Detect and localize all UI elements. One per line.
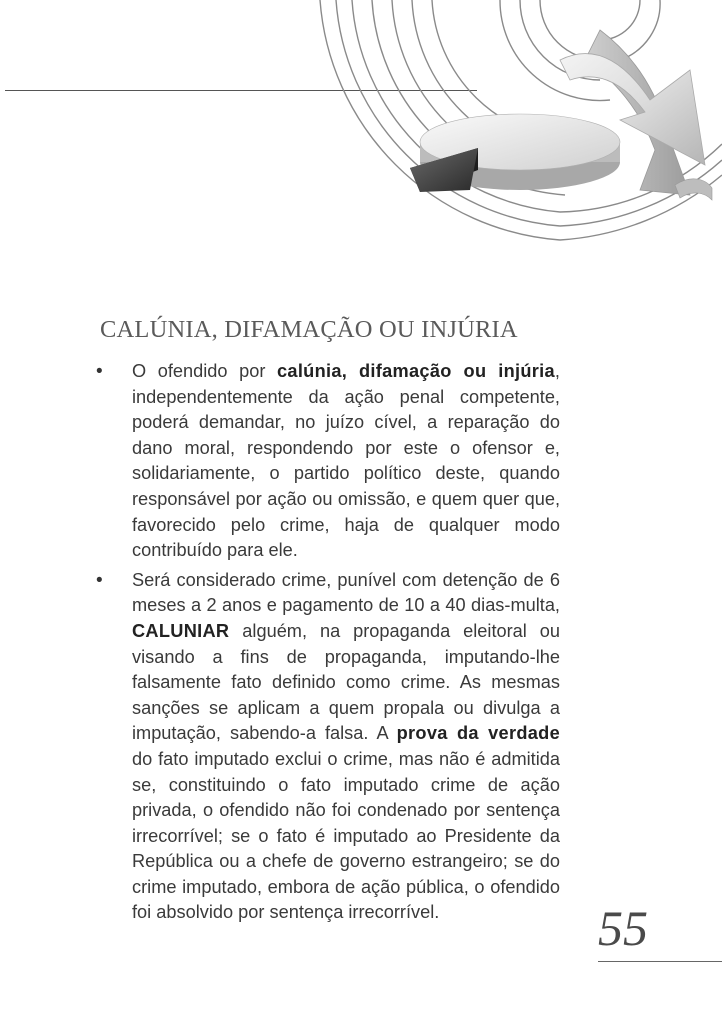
bullet-list (96, 359, 560, 930)
decorative-chart-arrow-graphic (290, 0, 722, 290)
bold-term: CALUNIAR (132, 620, 230, 641)
page-number: 55 (598, 900, 648, 956)
section-title: CALÚNIA, DIFAMAÇÃO OU INJÚRIA (100, 316, 518, 343)
pie-chart-graphic (410, 114, 620, 192)
list-item (96, 359, 560, 564)
bullet-marker: • (96, 361, 103, 382)
footer-rule (598, 961, 722, 962)
bullet-marker: • (96, 569, 103, 591)
bold-term: calúnia, difamação ou injúria (276, 361, 555, 381)
list-item (96, 568, 560, 926)
bold-term: prova da verdade (396, 723, 560, 744)
paragraph: O ofendido por calúnia, difamação ou injúria, independentemente da ação penal competente, poderá demandar, no juízo cível, a reparação do dano moral, respondendo por este o ofensor e, solidariamente, o partido político deste, quando responsável por ação ou omissão, e quem quer que, favorecido pelo crime, haja de qualquer modo contribuído para ele. (132, 361, 560, 561)
paragraph: Será considerado crime, punível com detenção de 6 meses a 2 anos e pagamento de 10 a 40 dias-multa, CALUNIAR alguém, na propaganda eleitoral ou visando a fins de propaganda, imputando-lhe falsamente fato definido como crime. As mesmas sanções se aplicam a quem propala ou divulga a imputação, sabendo-a falsa. A prova da verdade do fato imputado exclui o crime, mas não é admitida se, constituindo o fato imputado crime de ação privada, o ofendido não foi condenado por sentença irrecorrível; se o fato é imputado ao Presidente da República ou a chefe de governo estrangeiro; se do crime imputado, embora de ação pública, o ofendido foi absolvido por sentença irrecorrível. (132, 569, 560, 923)
